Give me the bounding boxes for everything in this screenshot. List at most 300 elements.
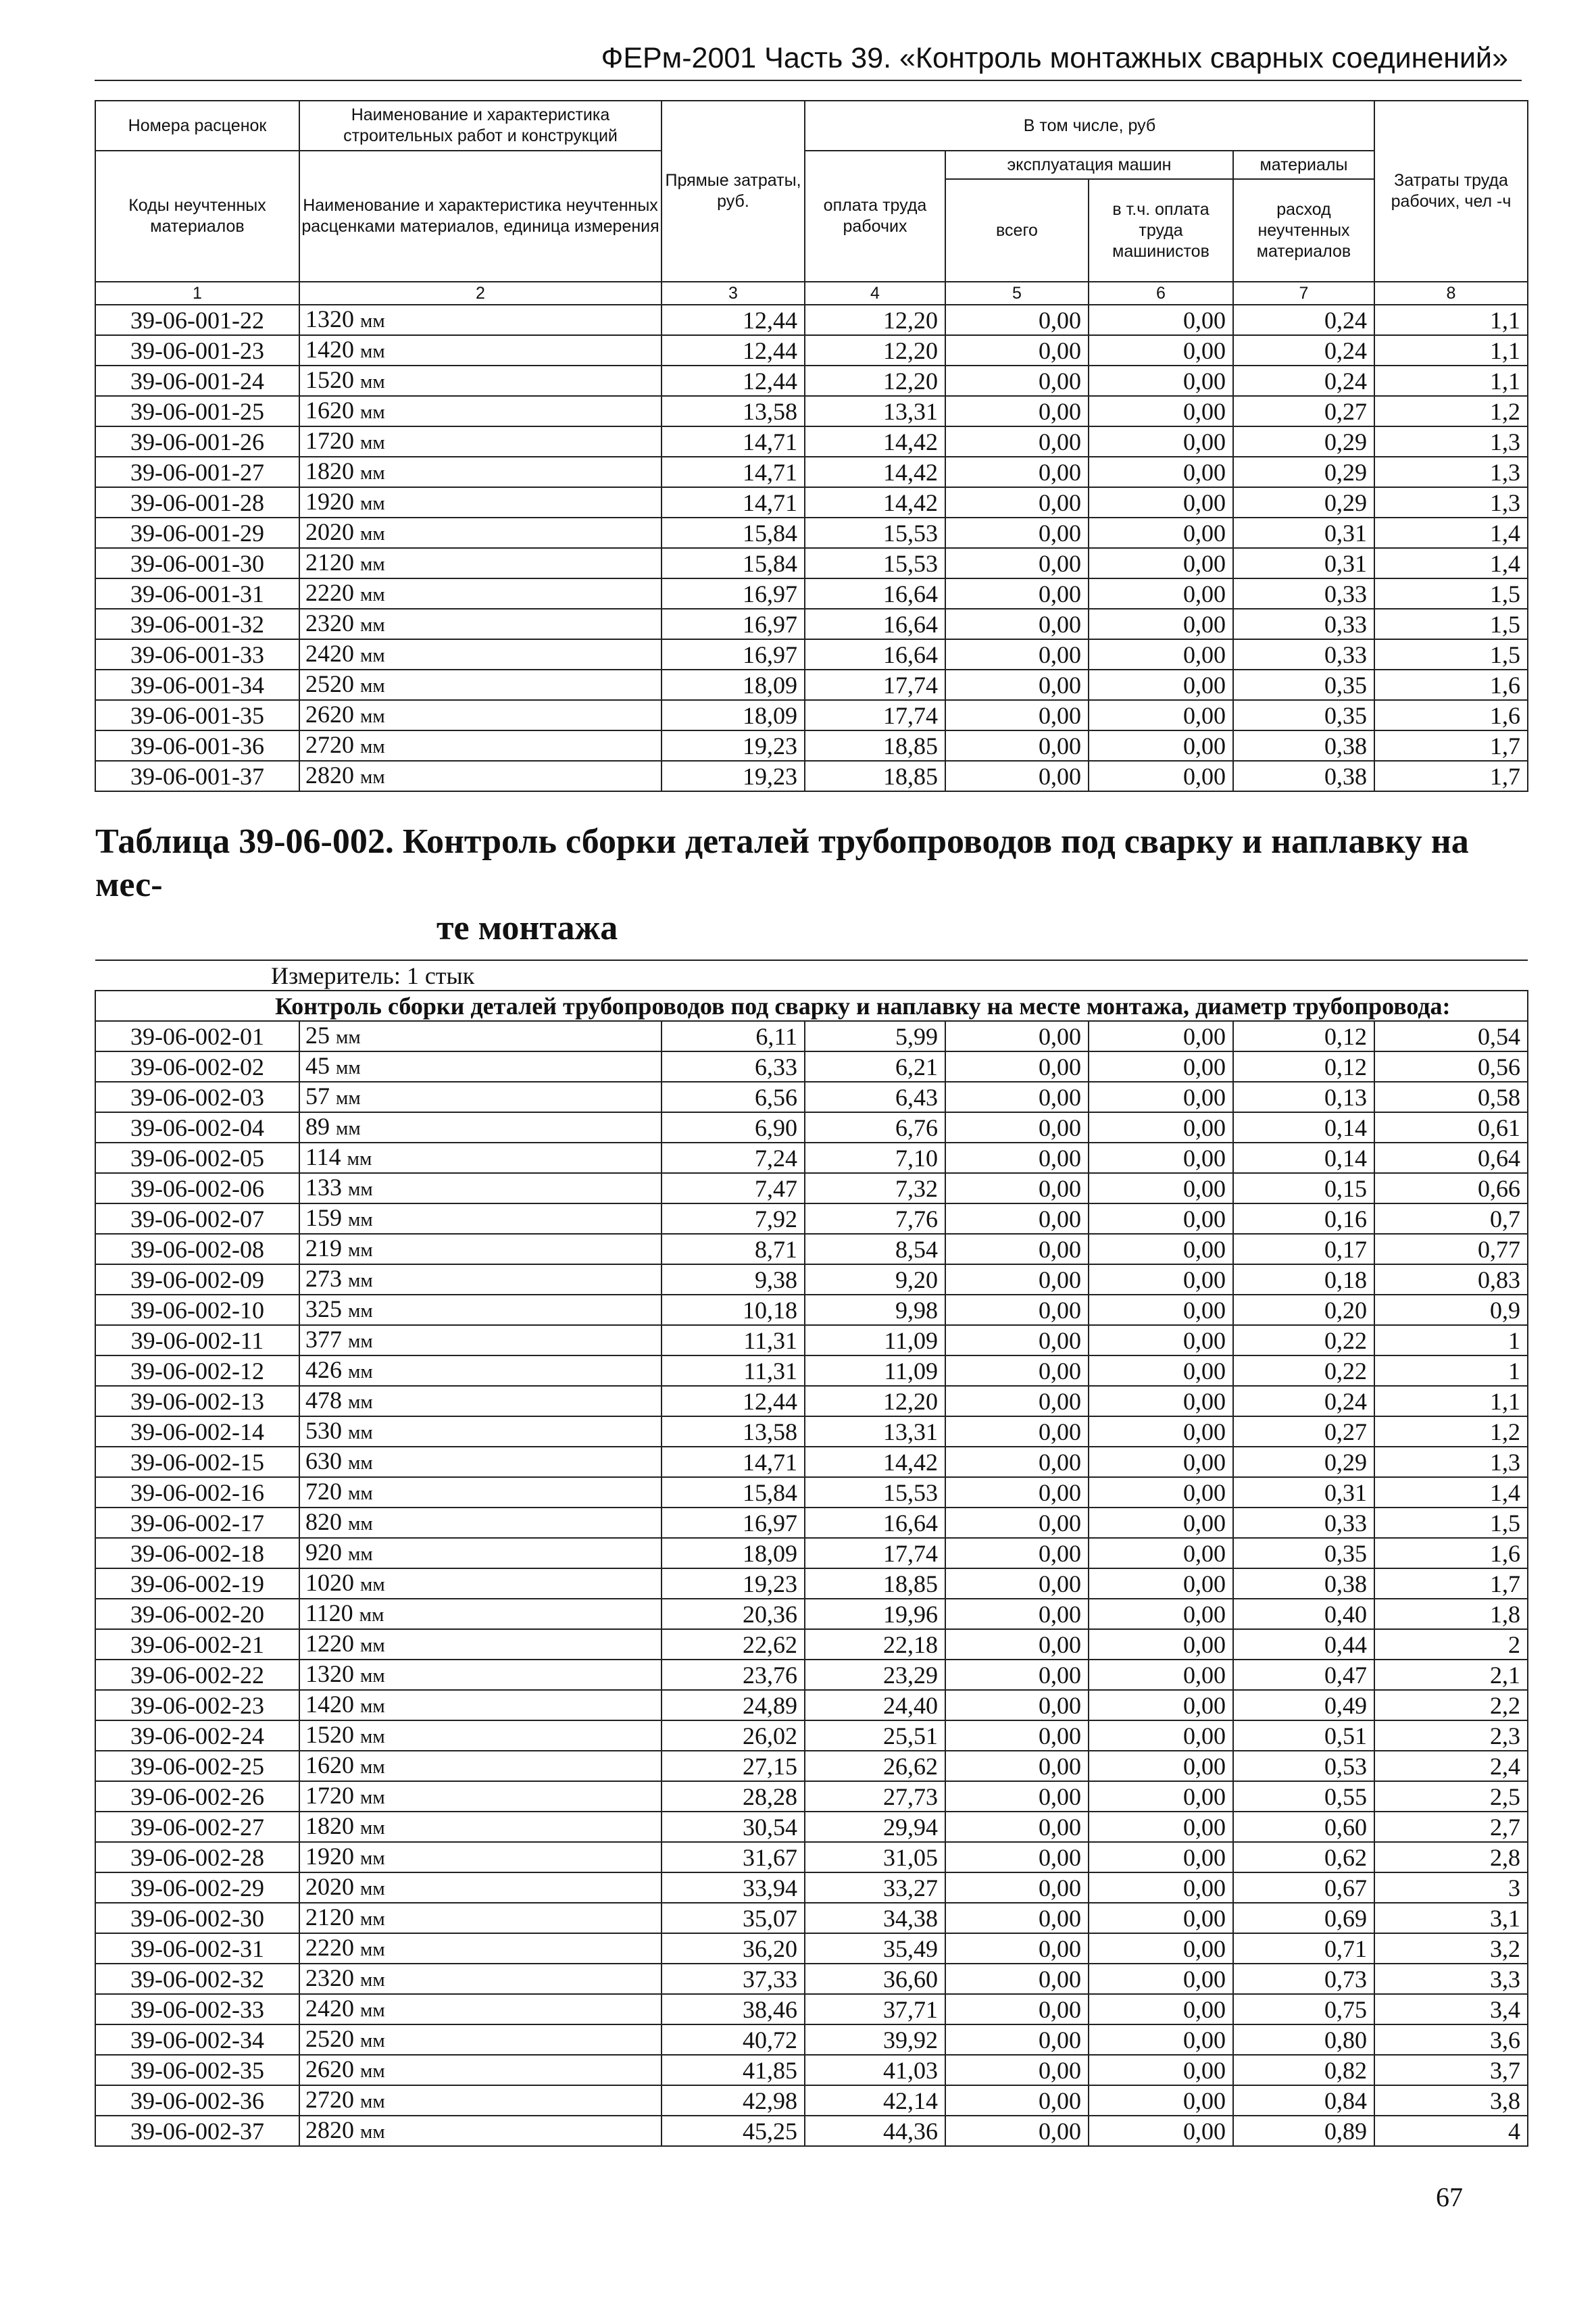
table-row bbox=[95, 1994, 1528, 2024]
materials-cost: 0,60 bbox=[1233, 1812, 1374, 1842]
direct-cost: 19,23 bbox=[662, 1568, 805, 1599]
machine-cost: 0,00 bbox=[945, 1203, 1089, 1234]
operator-wage: 0,00 bbox=[1089, 396, 1233, 426]
rate-code: 39-06-001-23 bbox=[95, 335, 299, 366]
direct-cost: 19,23 bbox=[662, 761, 805, 791]
direct-cost: 10,18 bbox=[662, 1295, 805, 1325]
operator-wage: 0,00 bbox=[1089, 457, 1233, 487]
table-row bbox=[95, 2055, 1528, 2085]
rate-code: 39-06-002-34 bbox=[95, 2024, 299, 2055]
operator-wage: 0,00 bbox=[1089, 578, 1233, 609]
work-name bbox=[299, 457, 662, 487]
direct-cost: 13,58 bbox=[662, 396, 805, 426]
materials-cost: 0,29 bbox=[1233, 457, 1374, 487]
materials-cost: 0,80 bbox=[1233, 2024, 1374, 2055]
header-number: 7 bbox=[1233, 282, 1374, 305]
size-unit: мм bbox=[348, 1361, 373, 1383]
work-name bbox=[299, 1751, 662, 1781]
table-row bbox=[95, 730, 1528, 761]
table2-measure: Измеритель: 1 стык bbox=[95, 960, 1528, 991]
rate-code: 39-06-001-32 bbox=[95, 609, 299, 639]
size-unit: мм bbox=[348, 1513, 373, 1535]
operator-wage: 0,00 bbox=[1089, 2055, 1233, 2085]
direct-cost: 40,72 bbox=[662, 2024, 805, 2055]
work-name bbox=[299, 1994, 662, 2024]
table1-body bbox=[95, 305, 1528, 791]
worker-wage: 7,76 bbox=[805, 1203, 945, 1234]
pipe-size: 377 bbox=[305, 1326, 342, 1353]
worker-wage: 14,42 bbox=[805, 426, 945, 457]
table-row bbox=[95, 1112, 1528, 1143]
header-number: 4 bbox=[805, 282, 945, 305]
pipe-size: 273 bbox=[305, 1265, 342, 1292]
materials-cost: 0,33 bbox=[1233, 609, 1374, 639]
operator-wage: 0,00 bbox=[1089, 1812, 1233, 1842]
rate-code: 39-06-002-10 bbox=[95, 1295, 299, 1325]
machine-cost: 0,00 bbox=[945, 1568, 1089, 1599]
labor-cost: 0,83 bbox=[1374, 1264, 1528, 1295]
pipe-size: 2020 bbox=[305, 518, 354, 545]
operator-wage: 0,00 bbox=[1089, 1143, 1233, 1173]
rate-code: 39-06-002-21 bbox=[95, 1629, 299, 1660]
labor-cost: 3,7 bbox=[1374, 2055, 1528, 2085]
size-unit: мм bbox=[348, 1270, 373, 1291]
materials-cost: 0,89 bbox=[1233, 2116, 1374, 2146]
materials-cost: 0,44 bbox=[1233, 1629, 1374, 1660]
work-name bbox=[299, 1964, 662, 1994]
size-unit: мм bbox=[360, 1878, 385, 1899]
worker-wage: 41,03 bbox=[805, 2055, 945, 2085]
rate-code: 39-06-001-28 bbox=[95, 487, 299, 518]
rate-code: 39-06-001-35 bbox=[95, 700, 299, 730]
size-unit: мм bbox=[360, 401, 385, 423]
pipe-size: 25 bbox=[305, 1022, 330, 1049]
pipe-size: 1420 bbox=[305, 336, 354, 363]
header-rule bbox=[95, 80, 1522, 81]
table-row bbox=[95, 1751, 1528, 1781]
worker-wage: 31,05 bbox=[805, 1842, 945, 1872]
pipe-size: 2720 bbox=[305, 731, 354, 758]
materials-cost: 0,38 bbox=[1233, 761, 1374, 791]
size-unit: мм bbox=[360, 2060, 385, 2082]
rate-code: 39-06-002-17 bbox=[95, 1508, 299, 1538]
operator-wage: 0,00 bbox=[1089, 1690, 1233, 1720]
labor-cost: 3,8 bbox=[1374, 2085, 1528, 2116]
size-unit: мм bbox=[360, 2030, 385, 2051]
rate-code: 39-06-002-07 bbox=[95, 1203, 299, 1234]
table-row bbox=[95, 305, 1528, 335]
direct-cost: 18,09 bbox=[662, 700, 805, 730]
worker-wage: 33,27 bbox=[805, 1872, 945, 1903]
labor-cost: 0,7 bbox=[1374, 1203, 1528, 1234]
materials-cost: 0,67 bbox=[1233, 1872, 1374, 1903]
work-name bbox=[299, 1264, 662, 1295]
table-row bbox=[95, 1538, 1528, 1568]
rate-code: 39-06-002-32 bbox=[95, 1964, 299, 1994]
machine-cost: 0,00 bbox=[945, 1812, 1089, 1842]
machine-cost: 0,00 bbox=[945, 761, 1089, 791]
labor-cost: 3,4 bbox=[1374, 1994, 1528, 2024]
materials-cost: 0,14 bbox=[1233, 1143, 1374, 1173]
work-name bbox=[299, 1568, 662, 1599]
machine-cost: 0,00 bbox=[945, 1447, 1089, 1477]
pipe-size: 426 bbox=[305, 1356, 342, 1383]
materials-cost: 0,38 bbox=[1233, 730, 1374, 761]
machine-cost: 0,00 bbox=[945, 1599, 1089, 1629]
table-row bbox=[95, 761, 1528, 791]
materials-cost: 0,47 bbox=[1233, 1660, 1374, 1690]
work-name bbox=[299, 1021, 662, 1051]
direct-cost: 6,90 bbox=[662, 1112, 805, 1143]
operator-wage: 0,00 bbox=[1089, 1447, 1233, 1477]
materials-cost: 0,69 bbox=[1233, 1903, 1374, 1933]
direct-cost: 14,71 bbox=[662, 487, 805, 518]
rate-code: 39-06-001-36 bbox=[95, 730, 299, 761]
header-col2-bottom: Наименование и характеристика неучтенных расценками материалов, единица измерения bbox=[299, 151, 662, 282]
size-unit: мм bbox=[360, 1908, 385, 1930]
machine-cost: 0,00 bbox=[945, 1903, 1089, 1933]
labor-cost: 1,5 bbox=[1374, 1508, 1528, 1538]
labor-cost: 3,1 bbox=[1374, 1903, 1528, 1933]
pipe-size: 219 bbox=[305, 1235, 342, 1262]
work-name bbox=[299, 366, 662, 396]
work-name bbox=[299, 700, 662, 730]
size-unit: мм bbox=[336, 1026, 361, 1048]
worker-wage: 7,32 bbox=[805, 1173, 945, 1203]
table-row bbox=[95, 2116, 1528, 2146]
materials-cost: 0,15 bbox=[1233, 1173, 1374, 1203]
size-unit: мм bbox=[360, 1999, 385, 2021]
worker-wage: 14,42 bbox=[805, 487, 945, 518]
operator-wage: 0,00 bbox=[1089, 1599, 1233, 1629]
pipe-size: 57 bbox=[305, 1082, 330, 1110]
work-name bbox=[299, 487, 662, 518]
direct-cost: 6,33 bbox=[662, 1051, 805, 1082]
direct-cost: 16,97 bbox=[662, 639, 805, 670]
operator-wage: 0,00 bbox=[1089, 1416, 1233, 1447]
size-unit: мм bbox=[360, 2091, 385, 2112]
rate-code: 39-06-001-25 bbox=[95, 396, 299, 426]
work-name bbox=[299, 1386, 662, 1416]
size-unit: мм bbox=[336, 1087, 361, 1109]
labor-cost: 1,5 bbox=[1374, 639, 1528, 670]
worker-wage: 26,62 bbox=[805, 1751, 945, 1781]
work-name bbox=[299, 1295, 662, 1325]
work-name bbox=[299, 2116, 662, 2146]
worker-wage: 15,53 bbox=[805, 518, 945, 548]
header-machines: эксплуатация машин bbox=[945, 151, 1233, 179]
worker-wage: 13,31 bbox=[805, 1416, 945, 1447]
worker-wage: 16,64 bbox=[805, 639, 945, 670]
direct-cost: 14,71 bbox=[662, 457, 805, 487]
size-unit: мм bbox=[360, 1665, 385, 1687]
materials-cost: 0,22 bbox=[1233, 1355, 1374, 1386]
direct-cost: 33,94 bbox=[662, 1872, 805, 1903]
rate-code: 39-06-001-26 bbox=[95, 426, 299, 457]
table-row bbox=[95, 1325, 1528, 1355]
worker-wage: 34,38 bbox=[805, 1903, 945, 1933]
rate-code: 39-06-002-30 bbox=[95, 1903, 299, 1933]
table-row bbox=[95, 1599, 1528, 1629]
worker-wage: 15,53 bbox=[805, 1477, 945, 1508]
direct-cost: 14,71 bbox=[662, 426, 805, 457]
direct-cost: 45,25 bbox=[662, 2116, 805, 2146]
materials-cost: 0,14 bbox=[1233, 1112, 1374, 1143]
size-unit: мм bbox=[347, 1148, 372, 1170]
header-col4: оплата труда рабочих bbox=[805, 151, 945, 282]
materials-cost: 0,53 bbox=[1233, 1751, 1374, 1781]
rate-code: 39-06-001-34 bbox=[95, 670, 299, 700]
pipe-size: 478 bbox=[305, 1387, 342, 1414]
direct-cost: 12,44 bbox=[662, 366, 805, 396]
materials-cost: 0,24 bbox=[1233, 335, 1374, 366]
labor-cost: 1,6 bbox=[1374, 700, 1528, 730]
operator-wage: 0,00 bbox=[1089, 548, 1233, 578]
machine-cost: 0,00 bbox=[945, 1355, 1089, 1386]
table-row bbox=[95, 609, 1528, 639]
operator-wage: 0,00 bbox=[1089, 1264, 1233, 1295]
worker-wage: 25,51 bbox=[805, 1720, 945, 1751]
size-unit: мм bbox=[348, 1239, 373, 1261]
operator-wage: 0,00 bbox=[1089, 1933, 1233, 1964]
table-row bbox=[95, 548, 1528, 578]
materials-cost: 0,17 bbox=[1233, 1234, 1374, 1264]
machine-cost: 0,00 bbox=[945, 1325, 1089, 1355]
worker-wage: 17,74 bbox=[805, 670, 945, 700]
direct-cost: 15,84 bbox=[662, 518, 805, 548]
operator-wage: 0,00 bbox=[1089, 1568, 1233, 1599]
labor-cost: 1,1 bbox=[1374, 335, 1528, 366]
header-number: 8 bbox=[1374, 282, 1528, 305]
work-name bbox=[299, 1781, 662, 1812]
worker-wage: 5,99 bbox=[805, 1021, 945, 1051]
work-name bbox=[299, 1082, 662, 1112]
pipe-size: 2120 bbox=[305, 549, 354, 576]
materials-cost: 0,38 bbox=[1233, 1568, 1374, 1599]
table-row bbox=[95, 457, 1528, 487]
worker-wage: 29,94 bbox=[805, 1812, 945, 1842]
rate-code: 39-06-002-29 bbox=[95, 1872, 299, 1903]
materials-cost: 0,33 bbox=[1233, 578, 1374, 609]
machine-cost: 0,00 bbox=[945, 609, 1089, 639]
table-row bbox=[95, 1355, 1528, 1386]
size-unit: мм bbox=[360, 2121, 385, 2143]
direct-cost: 20,36 bbox=[662, 1599, 805, 1629]
operator-wage: 0,00 bbox=[1089, 1203, 1233, 1234]
size-unit: мм bbox=[336, 1057, 361, 1078]
work-name bbox=[299, 1477, 662, 1508]
worker-wage: 36,60 bbox=[805, 1964, 945, 1994]
table-row bbox=[95, 1203, 1528, 1234]
work-name bbox=[299, 670, 662, 700]
size-unit: мм bbox=[360, 705, 385, 727]
pipe-size: 2820 bbox=[305, 2116, 354, 2143]
materials-cost: 0,62 bbox=[1233, 1842, 1374, 1872]
table-row bbox=[95, 1295, 1528, 1325]
operator-wage: 0,00 bbox=[1089, 1021, 1233, 1051]
labor-cost: 1,2 bbox=[1374, 1416, 1528, 1447]
machine-cost: 0,00 bbox=[945, 2055, 1089, 2085]
operator-wage: 0,00 bbox=[1089, 518, 1233, 548]
direct-cost: 11,31 bbox=[662, 1355, 805, 1386]
labor-cost: 1,3 bbox=[1374, 487, 1528, 518]
machine-cost: 0,00 bbox=[945, 1660, 1089, 1690]
table-row bbox=[95, 1234, 1528, 1264]
work-name bbox=[299, 2085, 662, 2116]
work-name bbox=[299, 1842, 662, 1872]
size-unit: мм bbox=[348, 1452, 373, 1474]
labor-cost: 0,61 bbox=[1374, 1112, 1528, 1143]
machine-cost: 0,00 bbox=[945, 1295, 1089, 1325]
operator-wage: 0,00 bbox=[1089, 1051, 1233, 1082]
machine-cost: 0,00 bbox=[945, 1112, 1089, 1143]
rate-code: 39-06-002-03 bbox=[95, 1082, 299, 1112]
pipe-size: 2220 bbox=[305, 579, 354, 606]
operator-wage: 0,00 bbox=[1089, 2024, 1233, 2055]
direct-cost: 7,24 bbox=[662, 1143, 805, 1173]
size-unit: мм bbox=[360, 1939, 385, 1960]
page-number: 67 bbox=[1436, 2182, 1463, 2212]
size-unit: мм bbox=[360, 1756, 385, 1778]
work-name bbox=[299, 1508, 662, 1538]
worker-wage: 42,14 bbox=[805, 2085, 945, 2116]
operator-wage: 0,00 bbox=[1089, 700, 1233, 730]
materials-cost: 0,35 bbox=[1233, 700, 1374, 730]
direct-cost: 31,67 bbox=[662, 1842, 805, 1872]
table-row bbox=[95, 700, 1528, 730]
materials-cost: 0,27 bbox=[1233, 1416, 1374, 1447]
materials-cost: 0,31 bbox=[1233, 548, 1374, 578]
pipe-size: 1520 bbox=[305, 366, 354, 393]
operator-wage: 0,00 bbox=[1089, 1295, 1233, 1325]
direct-cost: 12,44 bbox=[662, 1386, 805, 1416]
work-name bbox=[299, 396, 662, 426]
rate-code: 39-06-001-33 bbox=[95, 639, 299, 670]
pipe-size: 2520 bbox=[305, 2025, 354, 2052]
machine-cost: 0,00 bbox=[945, 578, 1089, 609]
size-unit: мм bbox=[348, 1422, 373, 1443]
direct-cost: 30,54 bbox=[662, 1812, 805, 1842]
labor-cost: 3,2 bbox=[1374, 1933, 1528, 1964]
rate-code: 39-06-002-27 bbox=[95, 1812, 299, 1842]
table-row bbox=[95, 1933, 1528, 1964]
size-unit: мм bbox=[360, 614, 385, 636]
rate-code: 39-06-001-30 bbox=[95, 548, 299, 578]
materials-cost: 0,84 bbox=[1233, 2085, 1374, 2116]
labor-cost: 2,3 bbox=[1374, 1720, 1528, 1751]
direct-cost: 7,92 bbox=[662, 1203, 805, 1234]
work-name bbox=[299, 1173, 662, 1203]
operator-wage: 0,00 bbox=[1089, 487, 1233, 518]
size-unit: мм bbox=[360, 1969, 385, 1991]
worker-wage: 16,64 bbox=[805, 578, 945, 609]
machine-cost: 0,00 bbox=[945, 639, 1089, 670]
pipe-size: 2520 bbox=[305, 670, 354, 697]
rate-code: 39-06-002-37 bbox=[95, 2116, 299, 2146]
work-name bbox=[299, 1203, 662, 1234]
operator-wage: 0,00 bbox=[1089, 1082, 1233, 1112]
direct-cost: 41,85 bbox=[662, 2055, 805, 2085]
header-col7: расход неучтенных материалов bbox=[1233, 179, 1374, 282]
operator-wage: 0,00 bbox=[1089, 1234, 1233, 1264]
worker-wage: 37,71 bbox=[805, 1994, 945, 2024]
rate-code: 39-06-002-05 bbox=[95, 1143, 299, 1173]
worker-wage: 6,21 bbox=[805, 1051, 945, 1082]
machine-cost: 0,00 bbox=[945, 1021, 1089, 1051]
size-unit: мм bbox=[360, 645, 385, 666]
worker-wage: 14,42 bbox=[805, 457, 945, 487]
rate-code: 39-06-002-02 bbox=[95, 1051, 299, 1082]
operator-wage: 0,00 bbox=[1089, 1355, 1233, 1386]
materials-cost: 0,31 bbox=[1233, 518, 1374, 548]
operator-wage: 0,00 bbox=[1089, 1994, 1233, 2024]
machine-cost: 0,00 bbox=[945, 730, 1089, 761]
size-unit: мм bbox=[360, 432, 385, 453]
pipe-size: 159 bbox=[305, 1204, 342, 1231]
machine-cost: 0,00 bbox=[945, 1143, 1089, 1173]
materials-cost: 0,35 bbox=[1233, 1538, 1374, 1568]
machine-cost: 0,00 bbox=[945, 1781, 1089, 1812]
direct-cost: 6,11 bbox=[662, 1021, 805, 1051]
work-name bbox=[299, 1538, 662, 1568]
labor-cost: 2,7 bbox=[1374, 1812, 1528, 1842]
rate-code: 39-06-002-25 bbox=[95, 1751, 299, 1781]
header-col2-top: Наименование и характеристика строительных работ и конструкций bbox=[299, 101, 662, 151]
size-unit: мм bbox=[348, 1483, 373, 1504]
rate-code: 39-06-002-15 bbox=[95, 1447, 299, 1477]
worker-wage: 22,18 bbox=[805, 1629, 945, 1660]
materials-cost: 0,20 bbox=[1233, 1295, 1374, 1325]
direct-cost: 7,47 bbox=[662, 1173, 805, 1203]
rate-code: 39-06-002-24 bbox=[95, 1720, 299, 1751]
table-row bbox=[95, 1660, 1528, 1690]
size-unit: мм bbox=[360, 1695, 385, 1717]
table2-body bbox=[95, 1021, 1528, 2146]
table-row bbox=[95, 1264, 1528, 1295]
size-unit: мм bbox=[360, 1726, 385, 1747]
machine-cost: 0,00 bbox=[945, 457, 1089, 487]
machine-cost: 0,00 bbox=[945, 1720, 1089, 1751]
header-materials: материалы bbox=[1233, 151, 1374, 179]
work-name bbox=[299, 1812, 662, 1842]
size-unit: мм bbox=[359, 1604, 384, 1626]
labor-cost: 1,3 bbox=[1374, 426, 1528, 457]
machine-cost: 0,00 bbox=[945, 670, 1089, 700]
pipe-size: 2620 bbox=[305, 2056, 354, 2083]
labor-cost: 0,77 bbox=[1374, 1234, 1528, 1264]
worker-wage: 15,53 bbox=[805, 548, 945, 578]
labor-cost: 0,66 bbox=[1374, 1173, 1528, 1203]
work-name bbox=[299, 1355, 662, 1386]
direct-cost: 36,20 bbox=[662, 1933, 805, 1964]
machine-cost: 0,00 bbox=[945, 1508, 1089, 1538]
pipe-size: 114 bbox=[305, 1143, 341, 1170]
operator-wage: 0,00 bbox=[1089, 730, 1233, 761]
machine-cost: 0,00 bbox=[945, 1842, 1089, 1872]
rate-code: 39-06-001-22 bbox=[95, 305, 299, 335]
labor-cost: 2 bbox=[1374, 1629, 1528, 1660]
pipe-size: 530 bbox=[305, 1417, 342, 1444]
header-number: 3 bbox=[662, 282, 805, 305]
table-row bbox=[95, 426, 1528, 457]
operator-wage: 0,00 bbox=[1089, 1173, 1233, 1203]
machine-cost: 0,00 bbox=[945, 1933, 1089, 1964]
rate-code: 39-06-002-12 bbox=[95, 1355, 299, 1386]
table-row bbox=[95, 1416, 1528, 1447]
operator-wage: 0,00 bbox=[1089, 1508, 1233, 1538]
table-row bbox=[95, 366, 1528, 396]
work-name bbox=[299, 2055, 662, 2085]
